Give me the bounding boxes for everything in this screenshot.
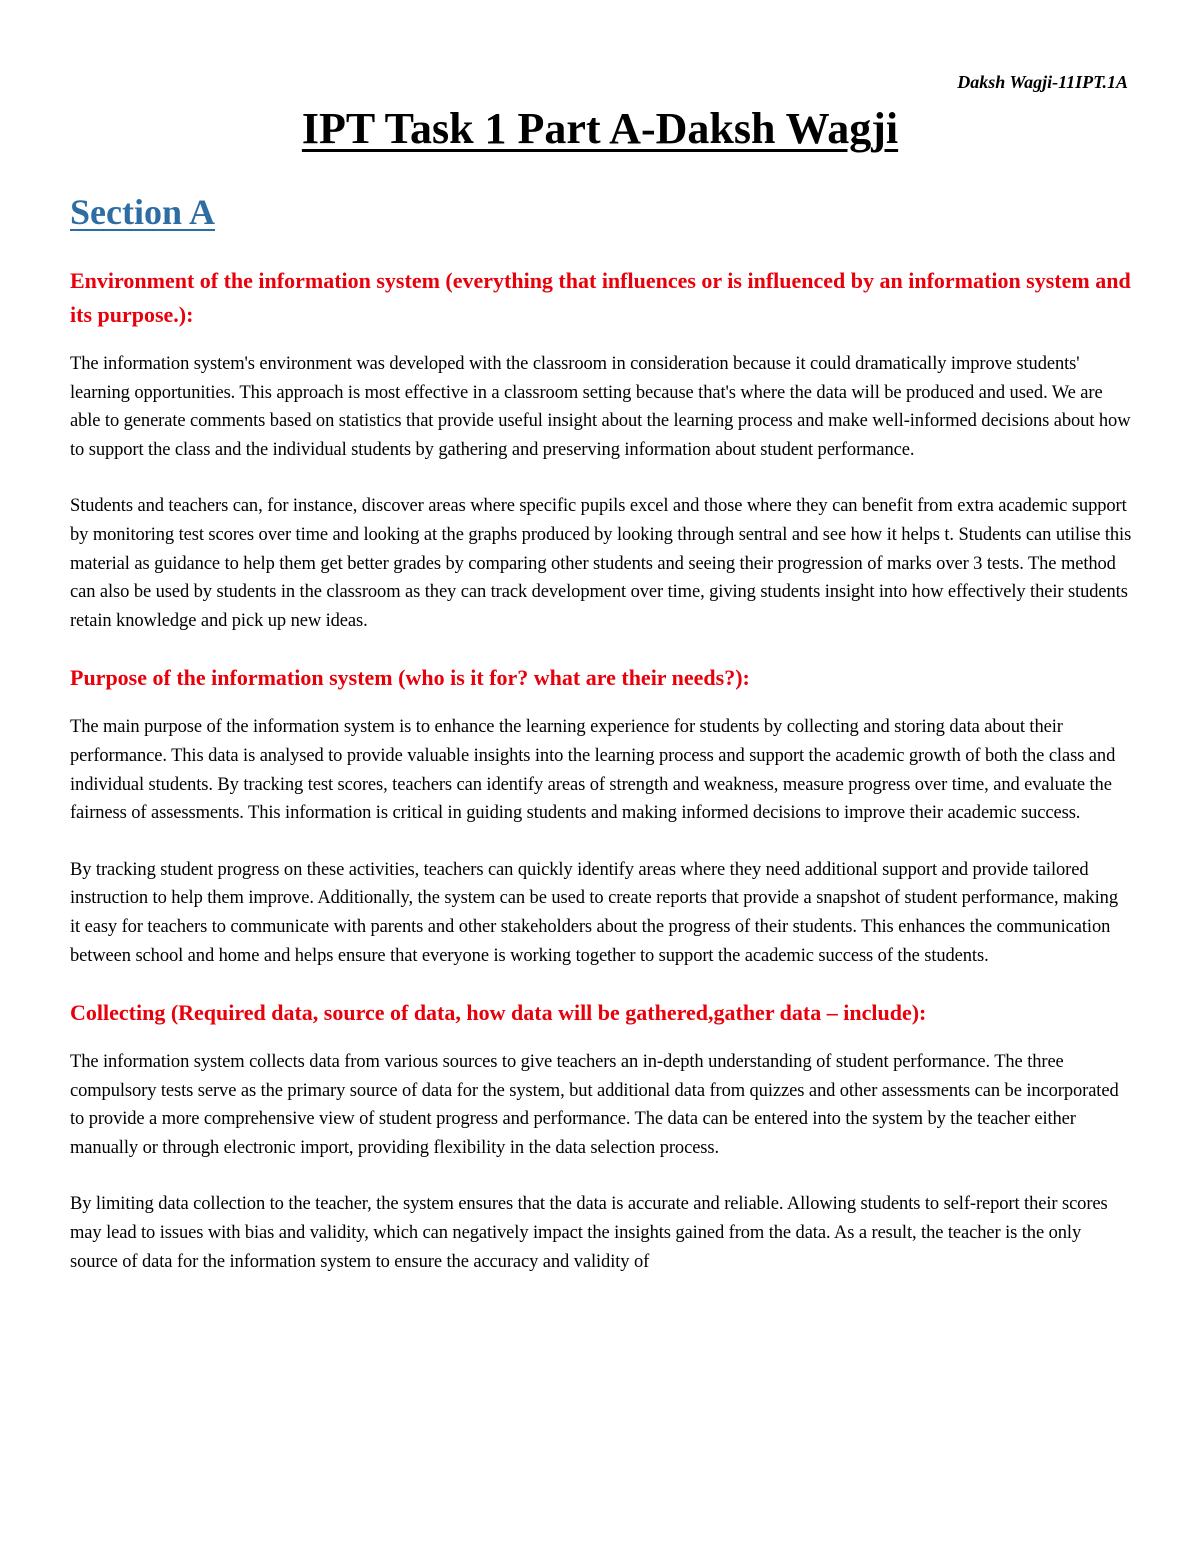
section-environment: [70, 264, 1132, 635]
paragraph: By limiting data collection to the teacher, the system ensures that the data is accurate and reliable. Allowing students to self-report their scores may lead to issues with bias and validity, which can negatively impact the insights gained from the data. As a result, the teacher is the only source of data for the information system to ensure the accuracy and validity of: [70, 1194, 1108, 1272]
paragraph: The information system collects data from various sources to give teachers an in-depth understanding of student performance. The three compulsory tests serve as the primary source of data for the system, but additional data from quizzes and other assessments can be incorporated to provide a more comprehensive view of student progress and performance. The data can be entered into the system by the teacher either manually or through electronic import, providing flexibility in the data selection process.: [70, 1052, 1119, 1158]
author-header: Daksh Wagji-11IPT.1A: [957, 72, 1128, 92]
paragraph: The information system's environment was developed with the classroom in consideration because it could dramatically improve students' learning opportunities. This approach is most effective in a classroom setting because that's where the data will be produced and used. We are able to generate comments based on statistics that provide useful insight about the learning process and make well-informed decisions about how to support the class and the individual students by gathering and preserving information about student performance.: [70, 354, 1131, 460]
section-heading: Environment of the information system (everything that influences or is influenced by an information system and its purpose.):: [70, 268, 1131, 327]
paragraph: By tracking student progress on these activities, teachers can quickly identify areas where they need additional support and provide tailored instruction to help them improve. Additionally, the system can be used to create reports that provide a snapshot of student performance, making it easy for teachers to communicate with parents and other stakeholders about the progress of their students. This enhances the communication between school and home and helps ensure that everyone is working together to support the academic success of the students.: [70, 859, 1118, 966]
paragraph: Students and teachers can, for instance, discover areas where specific pupils excel and those where they can benefit from extra academic support by monitoring test scores over time and looking at the graphs produced by looking through sentral and see how it helps t. Students can utilise this material as guidance to help them get better grades by comparing other students and seeing their progression of marks over 3 tests. The method can also be used by students in the classroom as they can track development over time, giving students insight into how effectively their students retain knowledge and pick up new ideas.: [70, 496, 1132, 631]
section-purpose: [70, 661, 1132, 970]
paragraph: The main purpose of the information system is to enhance the learning experience for students by collecting and storing data about their performance. This data is analysed to provide valuable insights into the learning process and support the academic growth of both the class and individual students. By tracking test scores, teachers can identify areas of strength and weakness, measure progress over time, and evaluate the fairness of assessments. This information is critical in guiding students and making informed decisions to improve their academic success.: [70, 717, 1116, 824]
section-title: Section A: [70, 192, 216, 232]
section-heading: Collecting (Required data, source of data, how data will be gathered,gather data – include):: [70, 1000, 927, 1026]
section-heading: Purpose of the information system (who is it for? what are their needs?):: [70, 665, 750, 691]
document-body: [70, 264, 1132, 1304]
document-title: IPT Task 1 Part A-Daksh Wagji: [301, 104, 899, 153]
section-collecting: [70, 996, 1132, 1276]
